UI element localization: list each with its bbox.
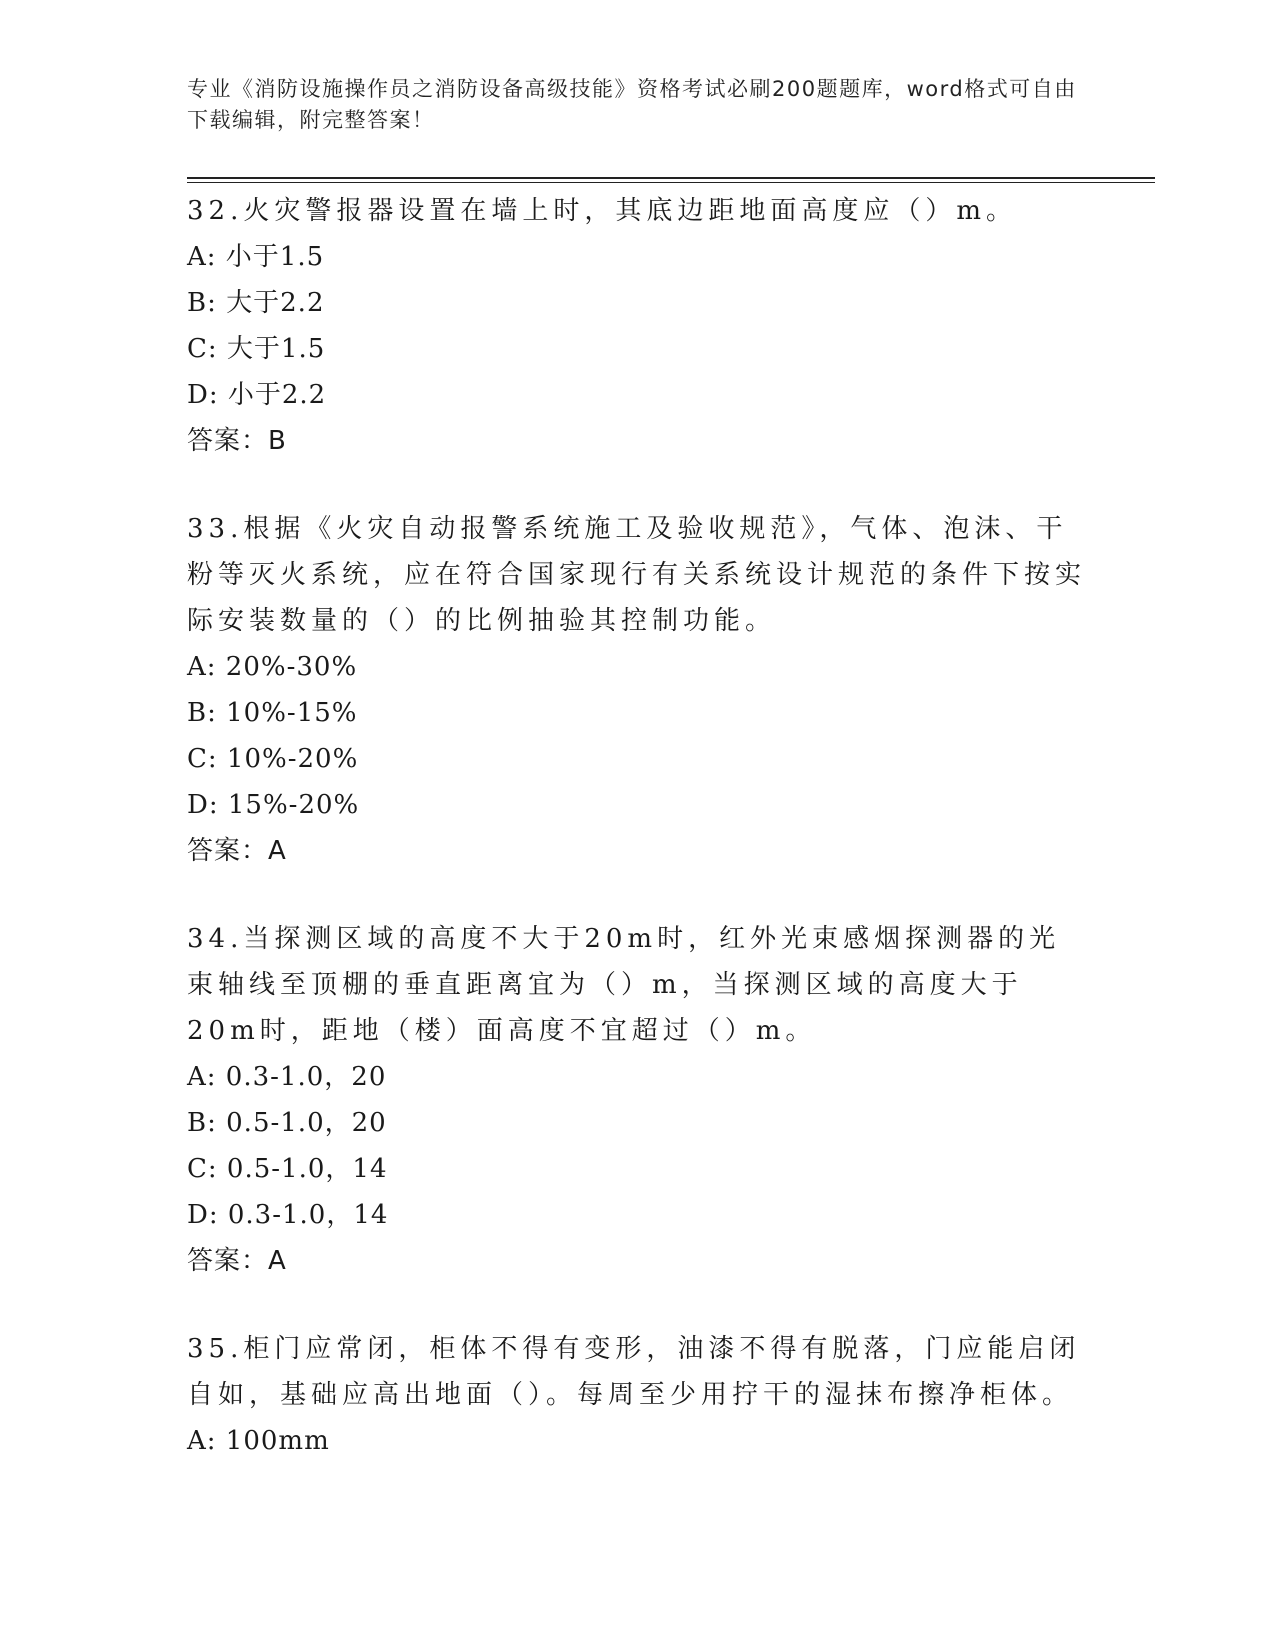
option-d: D: 15%-20% [187,790,360,820]
question-34 [187,916,1087,1284]
option-b: B: 0.5-1.0，20 [187,1108,387,1138]
option-b: B: 大于2.2 [187,288,325,318]
answer-label: 答案：A [187,1246,287,1276]
question-33 [187,506,1087,874]
option-d: D: 小于2.2 [187,380,327,410]
option-a: A: 100mm [187,1426,330,1456]
option-a: A: 0.3-1.0，20 [187,1062,387,1092]
option-b: B: 10%-15% [187,698,358,728]
question-stem: 33.根据《火灾自动报警系统施工及验收规范》，气体、泡沫、干粉等灭火系统，应在符合国家现行有关系统设计规范的条件下按实际安装数量的（）的比例抽验其控制功能。 [187,514,1087,636]
question-stem: 35.柜门应常闭，柜体不得有变形，油漆不得有脱落，门应能启闭自如，基础应高出地面（）。每周至少用拧干的湿抹布擦净柜体。 [187,1334,1081,1410]
header-divider-thin [187,182,1155,183]
document-header: 专业《消防设施操作员之消防设备高级技能》资格考试必刷200题题库，word格式可自由下载编辑，附完整答案！ [187,77,1077,132]
answer-label: 答案：A [187,836,287,866]
question-stem: 34.当探测区域的高度不大于20m时，红外光束感烟探测器的光束轴线至顶棚的垂直距离宜为（）m，当探测区域的高度大于20m时，距地（楼）面高度不宜超过（）m。 [187,924,1061,1046]
header-divider-thick [187,177,1155,179]
option-c: C: 10%-20% [187,744,359,774]
question-list [187,188,1087,1464]
question-stem: 32.火灾警报器设置在墙上时，其底边距地面高度应（）m。 [187,196,1018,226]
answer-label: 答案：B [187,426,287,456]
question-35 [187,1326,1087,1464]
option-d: D: 0.3-1.0，14 [187,1200,389,1230]
option-a: A: 20%-30% [187,652,358,682]
question-32 [187,188,1087,464]
option-c: C: 大于1.5 [187,334,326,364]
option-a: A: 小于1.5 [187,242,325,272]
option-c: C: 0.5-1.0，14 [187,1154,388,1184]
